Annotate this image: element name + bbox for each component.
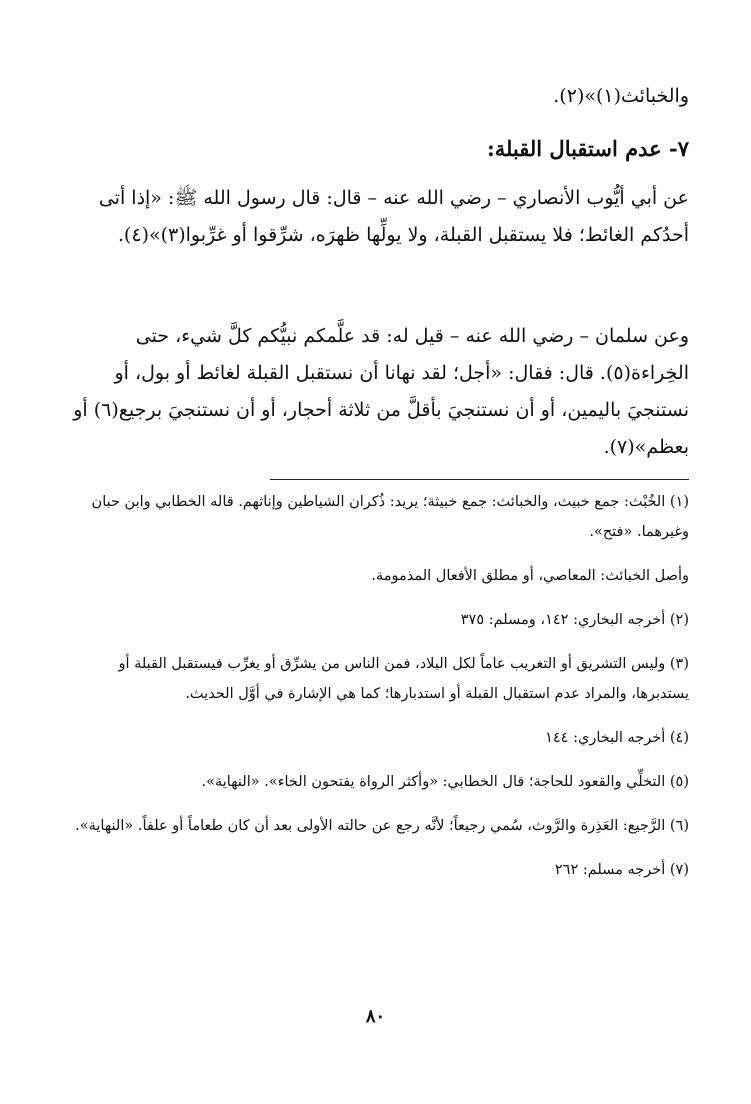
- footnote-3: (٣) وليس التشريق أو التغريب عاماً لكل البلاد، فمن الناس من يشرِّق أو يغرِّب فيستقبل القبلة أو يستدبرها، والمراد عدم استقبال القبلة أو استدبارها؛ كما هي الإشارة في أوَّل الحديث.: [118, 656, 689, 702]
- footnote-divider: [270, 479, 689, 480]
- page-number: ٨٠: [365, 1006, 386, 1027]
- footnote-6: (٦) الرَّجيع: العَذِرة والرَّوث، سُمي رجيعاً؛ لأنَّه رجع عن حالته الأولى بعد أن كان طعاماً أو علفاً. «النهاية».: [75, 818, 689, 834]
- footnote-2: (٢) أخرجه البخاري: ١٤٢، ومسلم: ٣٧٥: [460, 612, 689, 628]
- footnote-4: (٤) أخرجه البخاري: ١٤٤: [545, 730, 689, 746]
- footnotes-section: [58, 487, 689, 885]
- hadith-paragraph-2: وعن سلمان – رضي الله عنه – قيل له: قد علَّمكم نبيُّكم كلَّ شيء، حتى الخِراءة(٥). قال: فقال: «أجل؛ لقد نهانا أن نستقبل القبلة لغائط أو بول، أو نستنجيَ باليمين، أو أن نستنجيَ بأقلَّ من ثلاثة أحجار، أو أن نستنجيَ برجيع(٦) أو بعظم»(٧).: [73, 325, 689, 458]
- footnote-1-continued: وأصل الخبائث: المعاصي، أو مطلق الأفعال المذمومة.: [371, 568, 689, 584]
- footnote-7: (٧) أخرجه مسلم: ٢٦٢: [554, 862, 689, 878]
- continued-text-line: والخبائث(١)»(٢).: [553, 85, 689, 107]
- footnote-5: (٥) التخلِّي والقعود للحاجة؛ قال الخطابي: «وأكثر الرواة يفتحون الخاء». «النهاية».: [201, 774, 689, 790]
- section-heading: ٧- عدم استقبال القبلة:: [486, 136, 689, 161]
- hadith-paragraph-1: عن أبي أيُّوب الأنصاري – رضي الله عنه – قال: قال رسول الله ﷺ: «إذا أتى أحدُكم الغائط؛ فلا يستقبل القبلة، ولا يولِّها ظهرَه، شرِّقوا أو غرِّبوا(٣)»(٤).: [98, 187, 689, 246]
- footnote-1: (١) الخُبْث: جمع خبيث، والخبائث: جمع خبيثة؛ يريد: ذُكران الشياطين وإناثهم. قاله الخطابي وابن حبان وغيرهما. «فتح».: [91, 494, 689, 540]
